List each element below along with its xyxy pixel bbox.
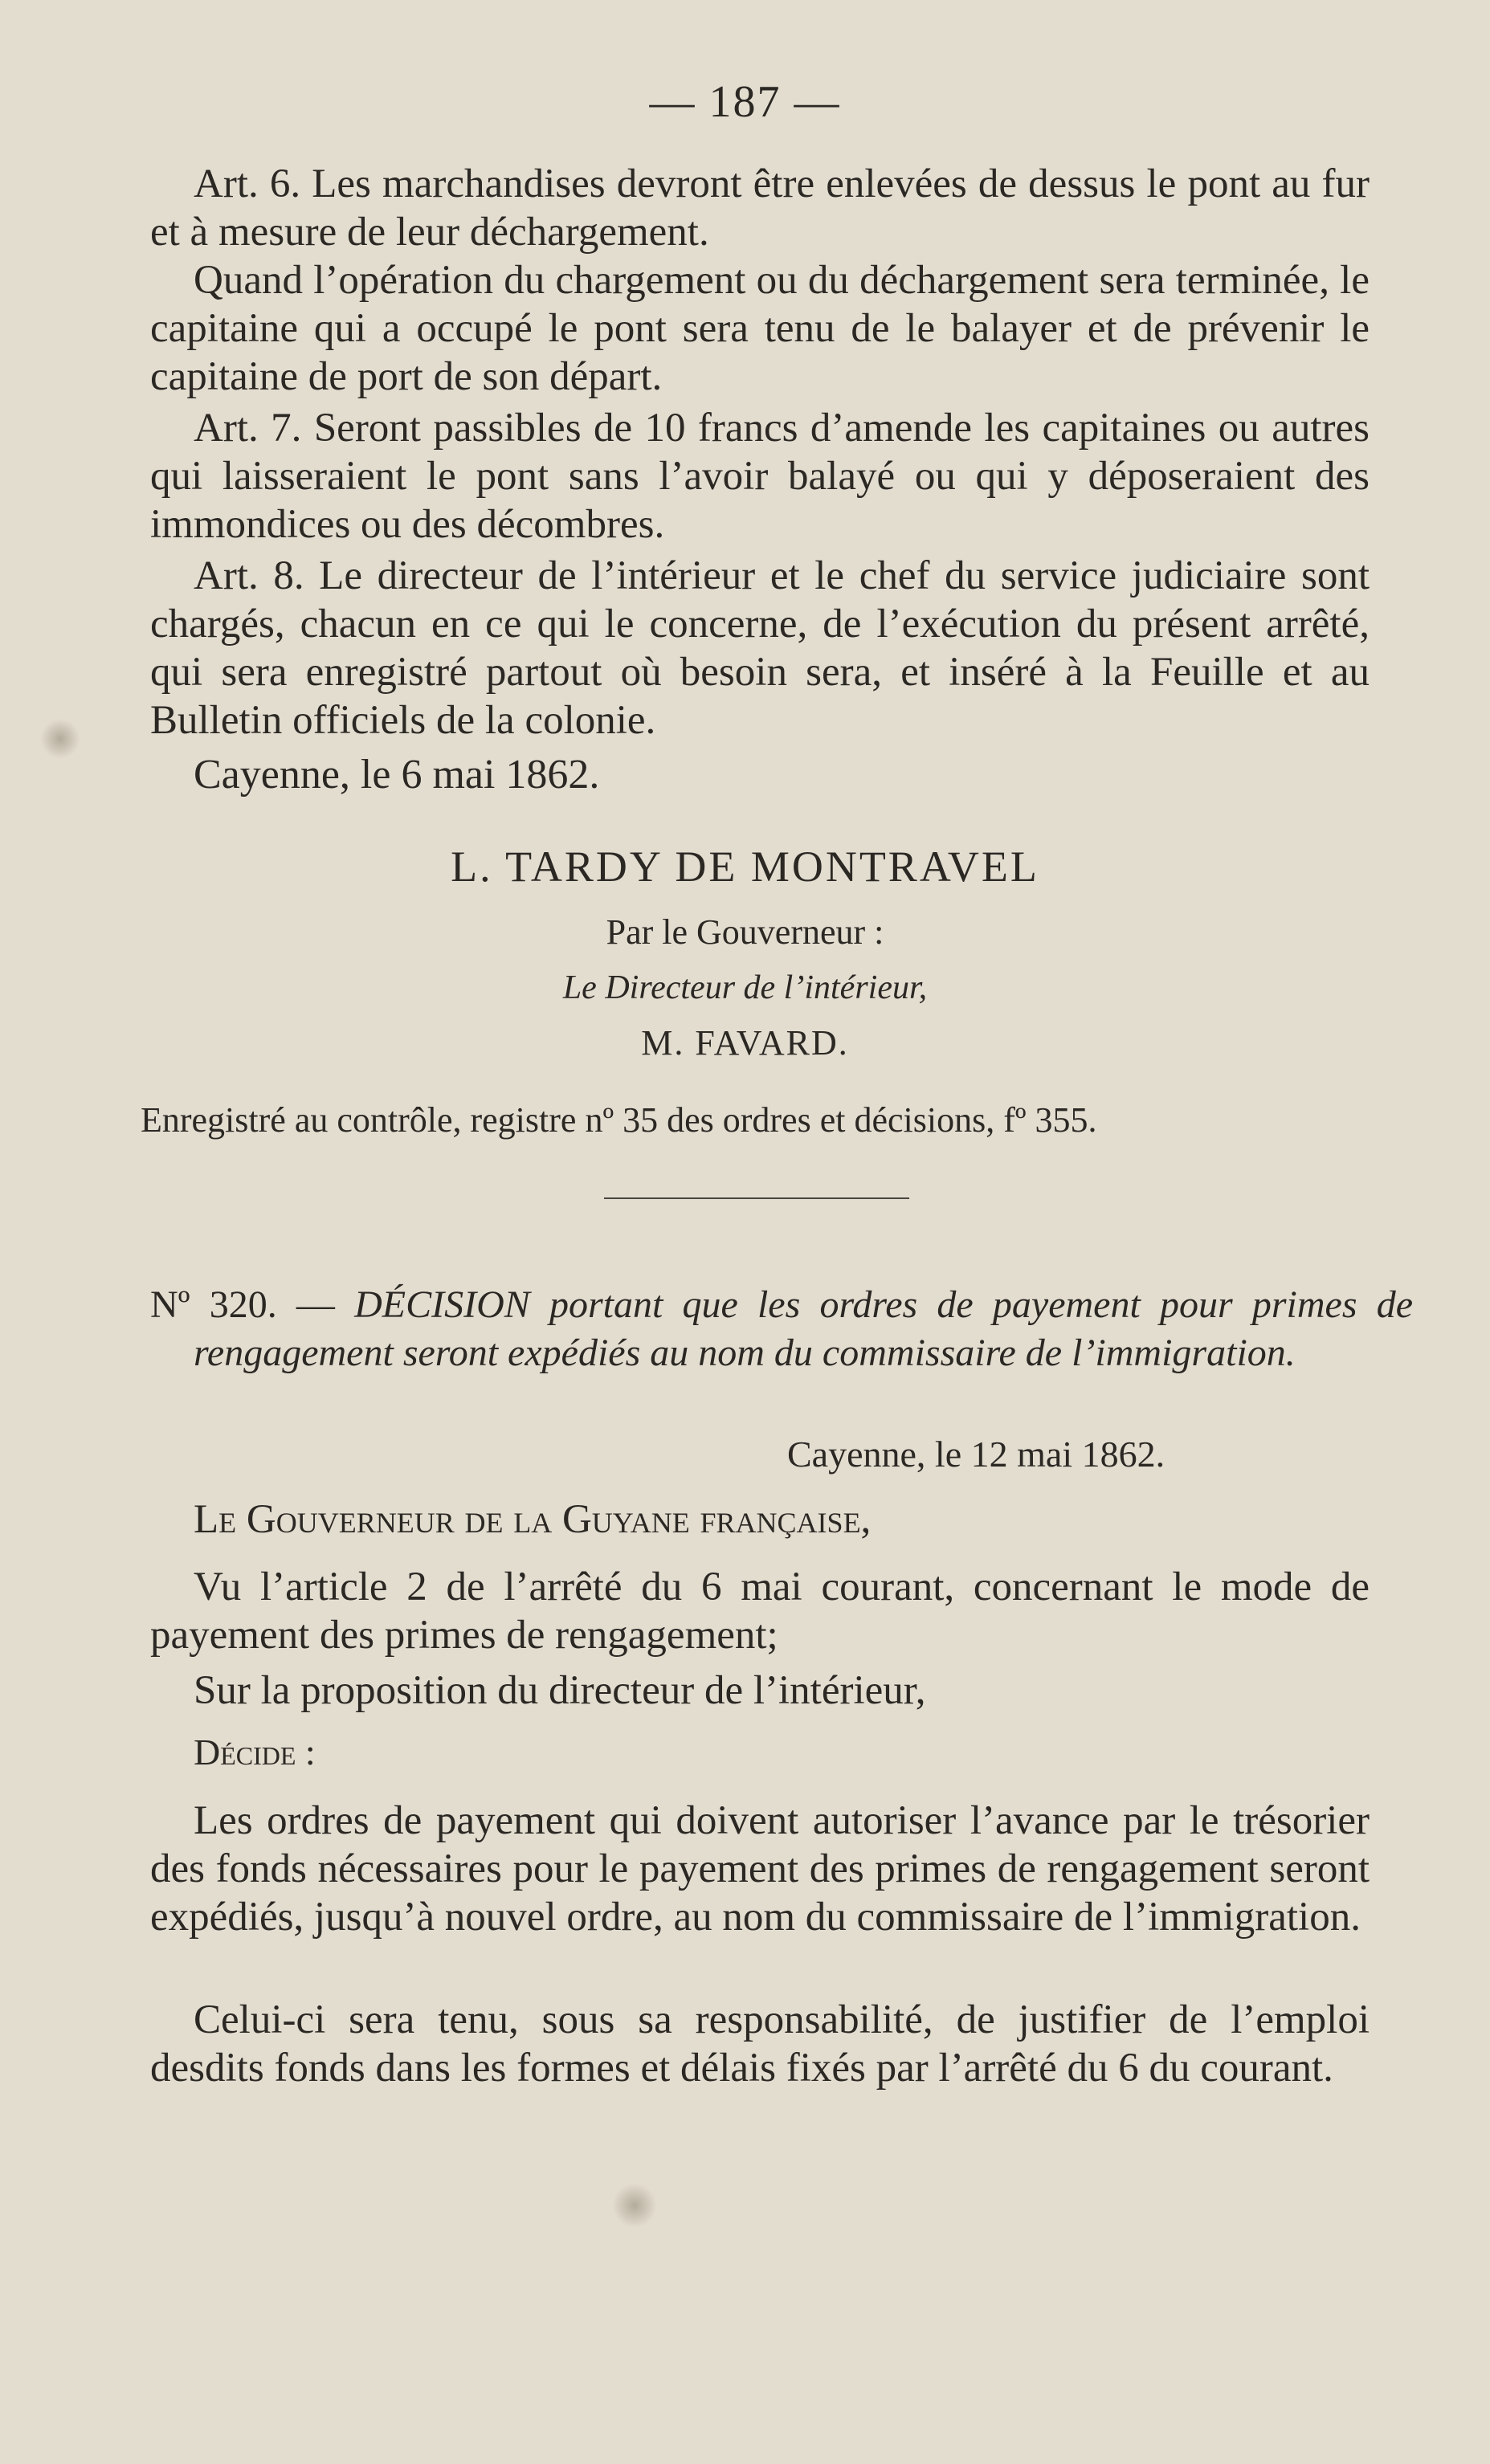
- article-6-paragraph-2: Quand l’opération du chargement ou du déchargement sera terminée, le capitaine qui a occupé le pont sera tenu de le balayer et de prévenir le capitaine de port de son départ.: [150, 258, 1370, 399]
- paper-stain: [40, 719, 80, 759]
- decision-date: Cayenne, le 12 mai 1862.: [787, 1434, 1165, 1475]
- sur-paragraph: Sur la proposition du directeur de l’intérieur,: [194, 1668, 926, 1713]
- article-6-paragraph-1: Art. 6. Les marchandises devront être enlevées de dessus le pont au fur et à mesure de leur déchargement.: [150, 161, 1370, 255]
- vu-paragraph: Vu l’article 2 de l’arrêté du 6 mai courant, concernant le mode de payement des primes de rengagement;: [150, 1564, 1370, 1658]
- decision-paragraph-2: Celui-ci sera tenu, sous sa responsabilité, de justifier de l’emploi desdits fonds dans les formes et délais fixés par l’arrêté du 6 du courant.: [150, 1997, 1370, 2091]
- decision-header: [150, 1281, 1413, 1377]
- director-signature: M. FAVARD.: [641, 1023, 849, 1063]
- decision-heading: DÉCISION portant que les ordres de payement pour primes de rengagement seront expédiés au nom du commissaire de l’immigration.: [194, 1283, 1414, 1374]
- governor-signature: L. TARDY DE MONTRAVEL: [451, 842, 1039, 891]
- arrete-date: Cayenne, le 6 mai 1862.: [194, 752, 600, 798]
- decision-paragraph-1: Les ordres de payement qui doivent autoriser l’avance par le trésorier des fonds nécessaires pour le payement des primes de rengagement seront expédiés, jusqu’à nouvel ordre, au nom du commissaire de l’immigration.: [150, 1798, 1370, 1940]
- article-7: Art. 7. Seront passibles de 10 francs d’amende les capitaines ou autres qui laisseraient le pont sans l’avoir balayé ou qui y déposeraient des immondices ou des décombres.: [150, 406, 1370, 547]
- decision-number: Nº 320. —: [150, 1283, 335, 1326]
- registration-note: Enregistré au contrôle, registre nº 35 des ordres et décisions, fº 355.: [141, 1100, 1097, 1140]
- paper-stain: [612, 2183, 657, 2228]
- page-number: — 187 —: [649, 77, 841, 127]
- section-divider: [604, 1197, 909, 1199]
- director-title: Le Directeur de l’intérieur,: [562, 969, 928, 1006]
- decide-heading: Décide :: [194, 1732, 316, 1773]
- governor-line: Le Gouverneur de la Guyane française,: [194, 1497, 872, 1542]
- article-8: Art. 8. Le directeur de l’intérieur et le chef du service judiciaire sont chargés, chacun en ce qui le concerne, de l’exécution du présent arrêté, qui sera enregistré partout où besoin sera, et inséré à la Feuille et au Bulletin officiels de la colonie.: [150, 553, 1370, 743]
- par-le-gouverneur: Par le Gouverneur :: [606, 912, 884, 952]
